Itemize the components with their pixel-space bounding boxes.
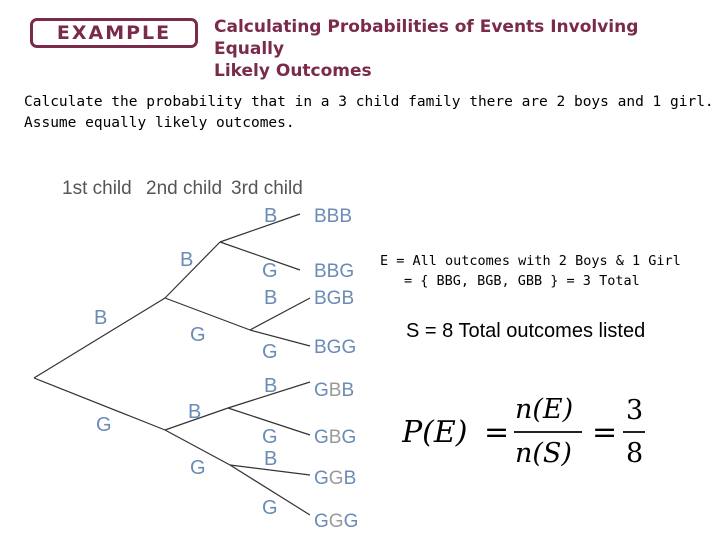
node-second-g1: G <box>190 324 206 346</box>
outcome-bgg: BGG <box>314 337 357 358</box>
node-third-1: B <box>264 205 278 227</box>
node-third-7: B <box>264 448 278 470</box>
node-second-b1: B <box>180 249 194 271</box>
branch-bg-b <box>250 298 310 330</box>
node-third-8: G <box>262 497 278 519</box>
branch-bb-b <box>220 214 300 242</box>
title-line-1: Calculating Probabilities of Events Involving Equally <box>214 17 639 59</box>
title-line-2: Likely Outcomes <box>214 61 372 81</box>
branch-bg-g <box>250 330 310 346</box>
node-third-3: B <box>264 287 278 309</box>
event-definition <box>380 251 681 291</box>
formula-denominator: n(S) <box>515 438 572 469</box>
formula-equals-1: = <box>484 415 510 450</box>
branch-b-g <box>165 298 250 330</box>
example-badge: EXAMPLE <box>30 18 198 48</box>
formula-equals-2: = <box>592 415 618 450</box>
outcome-bbb: BBB <box>314 206 353 227</box>
outcome-gbb: GBB <box>314 380 355 401</box>
outcome-ggb: GGB <box>314 468 357 489</box>
node-third-2: G <box>262 260 278 282</box>
node-second-b2: B <box>188 401 202 423</box>
problem-line-2: Assume equally likely outcomes. <box>24 115 295 131</box>
event-line-2: = { BBG, BGB, GBB } = 3 Total <box>404 273 640 289</box>
node-third-5: B <box>264 375 278 397</box>
node-third-4: G <box>262 341 278 363</box>
node-first-g: G <box>96 414 112 436</box>
outcome-ggg: GGG <box>314 511 359 532</box>
node-second-g2: G <box>190 457 206 479</box>
node-third-6: G <box>262 426 278 448</box>
header-3rd-child: 3rd child <box>231 178 303 199</box>
event-line-1: E = All outcomes with 2 Boys & 1 Girl <box>380 253 681 269</box>
formula-result-denominator: 8 <box>626 438 644 469</box>
node-first-b: B <box>94 307 108 329</box>
header-2nd-child: 2nd child <box>146 178 223 199</box>
outcome-bgb: BGB <box>314 288 355 309</box>
branch-bb-g <box>220 242 300 270</box>
outcome-gbg: GBG <box>314 427 357 448</box>
problem-line-1: Calculate the probability that in a 3 child family there are 2 boys and 1 girl. <box>24 94 714 110</box>
formula-result-numerator: 3 <box>626 395 644 426</box>
header-1st-child: 1st child <box>62 178 132 199</box>
outcome-bbg: BBG <box>314 261 355 282</box>
formula-lhs: P(E) <box>402 415 468 450</box>
outcome-list <box>314 206 358 532</box>
sample-space-total: S = 8 Total outcomes listed <box>406 320 646 342</box>
probability-formula <box>402 392 702 472</box>
formula-numerator: n(E) <box>515 394 574 425</box>
